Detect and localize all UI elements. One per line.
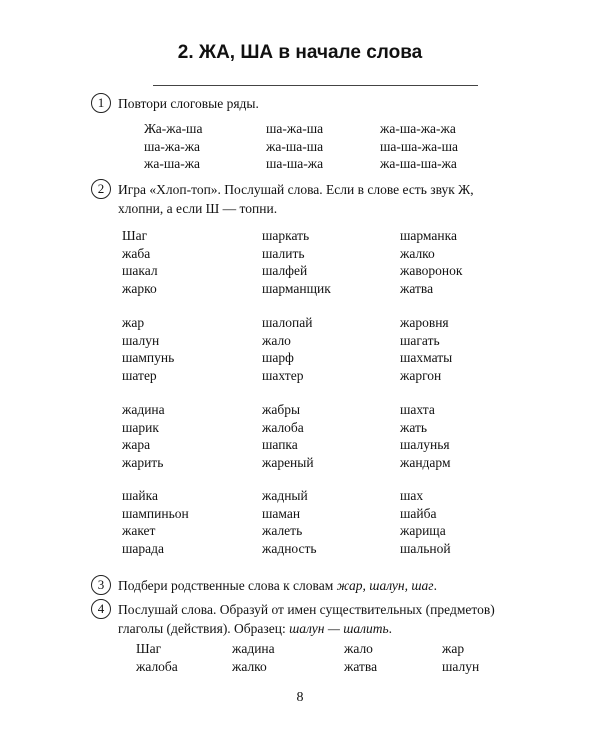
task-2 [91,179,474,216]
word: шахтер [262,367,304,383]
word: шарманка [400,228,457,243]
word: жать [400,419,428,435]
word: жаворонок [400,263,463,278]
word: жадина [232,641,275,656]
task-3 [91,575,437,595]
word: жар [122,315,145,330]
task-4 [91,599,495,636]
word-column [400,401,451,471]
task-2-line-2: хлопни, а если Ш — топни. [118,201,278,216]
word: Шаг [136,641,162,656]
task-1-text: Повтори слоговые ряды. [118,96,259,111]
word: жалко [232,658,267,674]
word: шалун [122,332,160,348]
word: жара [122,437,151,452]
word: жарко [122,280,157,296]
word-column [262,314,312,384]
title-underline [153,85,478,86]
word: жарища [400,523,446,538]
task-4-column [442,640,479,675]
word: Шаг [122,228,148,243]
word: жалоба [262,419,304,435]
word: шампунь [122,350,175,365]
word: шарада [122,540,164,556]
word: шарманщик [262,280,331,296]
word-column [122,401,165,471]
syllable-row: жа-ша-ша [266,138,324,154]
word: жалеть [262,523,303,538]
task-4-text [118,600,495,638]
syllable-row: жа-ша-жа [144,156,201,171]
task-2-line-1: Игра «Хлоп-топ». Послушай слова. Если в слове есть звук Ж, [118,182,474,197]
task-number-3: 3 [91,575,111,595]
word: жадность [262,540,317,556]
word: жалко [400,245,435,261]
word: шах [400,488,424,503]
word: шарф [262,350,294,365]
word: жареный [262,454,314,470]
word-column [262,401,314,471]
task-1 [91,93,259,113]
task-4-line-2-prefix: глаголы (действия). Образец: [118,621,290,636]
word: шаман [262,505,301,521]
word: жабры [262,402,301,417]
word: шапка [262,437,298,452]
word: жаргон [400,367,442,383]
task-2-text [118,180,474,218]
task-3-prefix: Подбери родственные слова к словам [118,578,337,593]
word: жадина [122,402,165,417]
word: жатва [344,658,378,674]
task-4-column [232,640,275,675]
word-column [122,487,189,557]
page-number: 8 [296,690,304,705]
task-4-line-2-suffix: . [388,621,393,636]
word: шальной [400,540,451,556]
word: шатер [122,367,157,383]
word: шахта [400,402,435,417]
word-column [262,487,317,557]
task-1-column-1 [144,120,202,173]
word: жаба [122,245,151,261]
word: шайба [400,505,437,521]
word: шакал [122,263,158,278]
word: шалопай [262,315,313,330]
syllable-row: жа-ша-жа-жа [380,121,456,136]
word: жадный [262,488,308,503]
task-number-2: 2 [91,179,111,199]
word: жандарм [400,454,451,470]
task-3-text [118,576,437,595]
syllable-row: ша-жа-ша [266,121,324,136]
task-4-example: шалун — шалить [289,621,389,636]
task-number-1: 1 [91,93,111,113]
task-4-column [344,640,377,675]
task-4-line-1: Послушай слова. Образуй от имен существительных (предметов) [118,602,495,617]
word: жало [344,641,373,656]
syllable-row: жа-ша-ша-жа [380,156,457,171]
word: шалить [262,245,305,261]
word: шарик [122,419,159,435]
word: жакет [122,523,156,538]
task-3-words: жар, шалун, шаг [336,578,434,593]
word: шампиньон [122,505,189,521]
word-column [122,314,174,384]
task-3-suffix: . [433,578,437,593]
word: жаровня [400,315,449,330]
word: шаркать [262,228,310,243]
word: шахматы [400,350,453,365]
word-column [400,314,452,384]
task-1-column-2 [266,120,323,173]
word: шалунья [400,437,450,452]
word-column [262,227,331,297]
syllable-row: ша-ша-жа [266,156,324,171]
word: шагать [400,332,440,348]
word-column [400,227,462,297]
word-column [400,487,451,557]
word: жарить [122,454,164,470]
word: жало [262,332,291,348]
task-number-4: 4 [91,599,111,619]
syllable-row: ша-ша-жа-ша [380,138,458,154]
task-4-column [136,640,178,675]
syllable-row: Жа-жа-ша [144,121,203,136]
word-column [122,227,158,297]
word: шалфей [262,263,308,278]
word: шалун [442,658,480,674]
task-1-column-3 [380,120,458,173]
word: шайка [122,488,158,503]
word: жалоба [136,658,178,674]
word: жар [442,641,465,656]
page-title: 2. ЖА, ША в начале слова [177,42,423,63]
syllable-row: ша-жа-жа [144,138,201,154]
word: жатва [400,280,434,296]
